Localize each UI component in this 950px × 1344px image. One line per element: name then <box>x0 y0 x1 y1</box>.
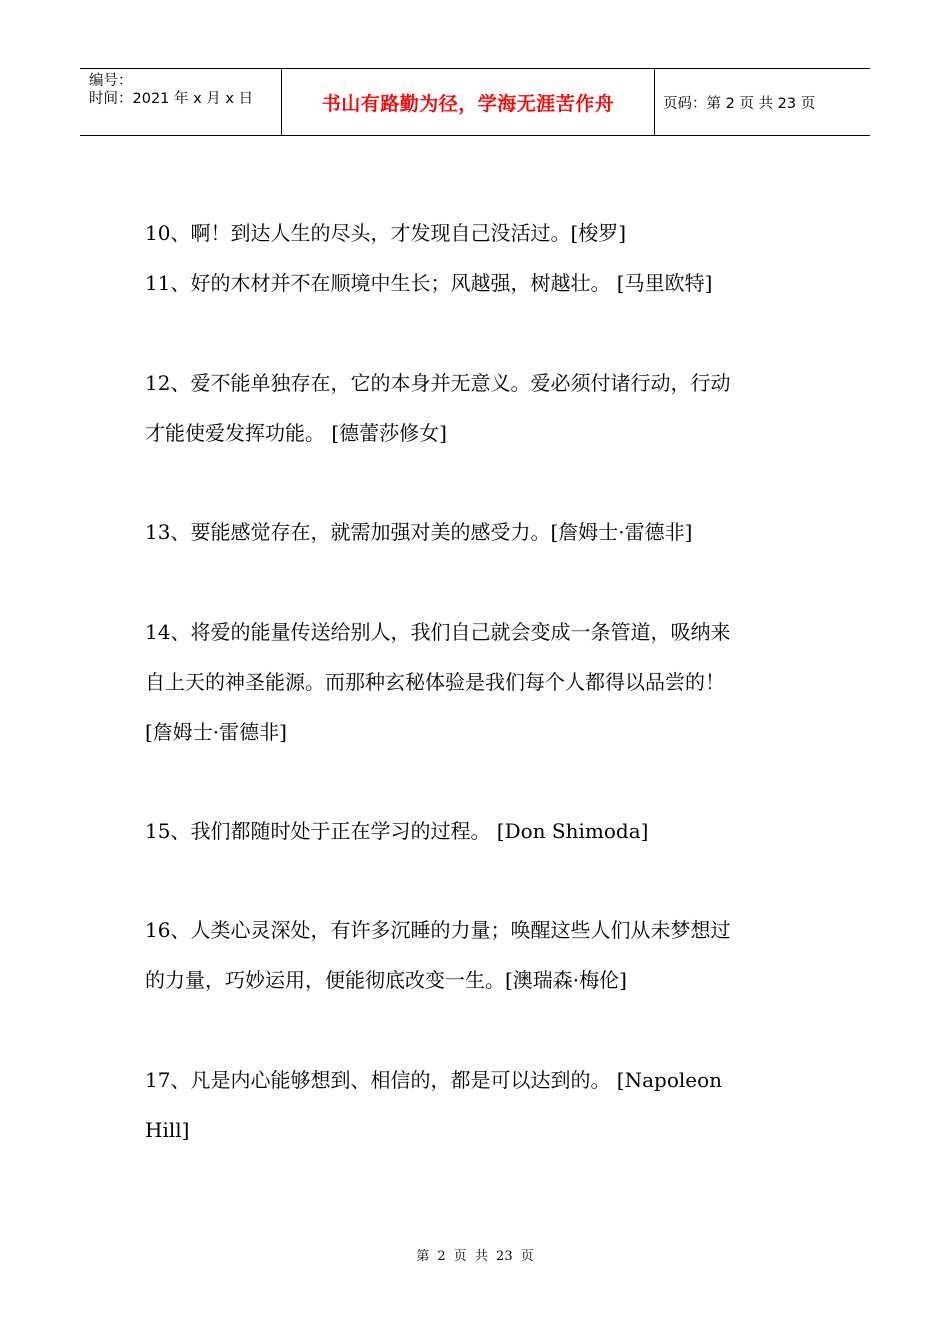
quote-line: 11、好的木材并不在顺境中生长；风越强，树越壮。 [马里欧特] <box>145 271 713 295</box>
quote-item <box>145 905 810 1005</box>
header-motto-cell <box>282 69 655 135</box>
quote-line: 才能使爱发挥功能。 [德蕾莎修女] <box>145 421 447 445</box>
page-number-label: 页码：第 2 页 共 23 页 <box>663 95 816 112</box>
quote-item <box>145 806 810 856</box>
date-label: 时间：2021 年 x 月 x 日 <box>89 91 254 107</box>
quote-line: 17、凡是内心能够想到、相信的，都是可以达到的。 [Napoleon <box>145 1068 723 1092</box>
quote-item <box>145 358 810 458</box>
quote-item <box>145 258 810 308</box>
quote-line: 10、啊！到达人生的尽头，才发现自己没活过。[梭罗] <box>145 221 627 245</box>
quote-line: [詹姆士·雷德非] <box>145 720 287 744</box>
quote-line: Hill] <box>145 1118 190 1142</box>
quote-item <box>145 208 810 258</box>
quote-line: 14、将爱的能量传送给别人，我们自己就会变成一条管道，吸纳来 <box>145 620 731 644</box>
document-header <box>80 68 870 136</box>
quote-line: 自上天的神圣能源。而那种玄秘体验是我们每个人都得以品尝的！ <box>145 670 725 694</box>
quote-line: 15、我们都随时处于正在学习的过程。 [Don Shimoda] <box>145 819 649 843</box>
quote-line: 13、要能感觉存在，就需加强对美的感受力。[詹姆士·雷德非] <box>145 520 693 544</box>
quote-line: 的力量，巧妙运用，便能彻底改变一生。[澳瑞森·梅伦] <box>145 968 627 992</box>
quote-item <box>145 607 810 757</box>
quote-item <box>145 1055 810 1155</box>
quote-item <box>145 507 810 557</box>
serial-number-label: 编号： <box>89 73 133 89</box>
quote-line: 16、人类心灵深处，有许多沉睡的力量；唤醒这些人们从未梦想过 <box>145 918 731 942</box>
quote-line: 12、爱不能单独存在，它的本身并无意义。爱必须付诸行动，行动 <box>145 371 731 395</box>
header-meta-cell <box>80 69 282 135</box>
header-page-cell <box>655 69 870 135</box>
page-footer: 第 2 页 共 23 页 <box>416 1249 534 1264</box>
motto-text: 书山有路勤为径，学海无涯苦作舟 <box>321 92 615 115</box>
